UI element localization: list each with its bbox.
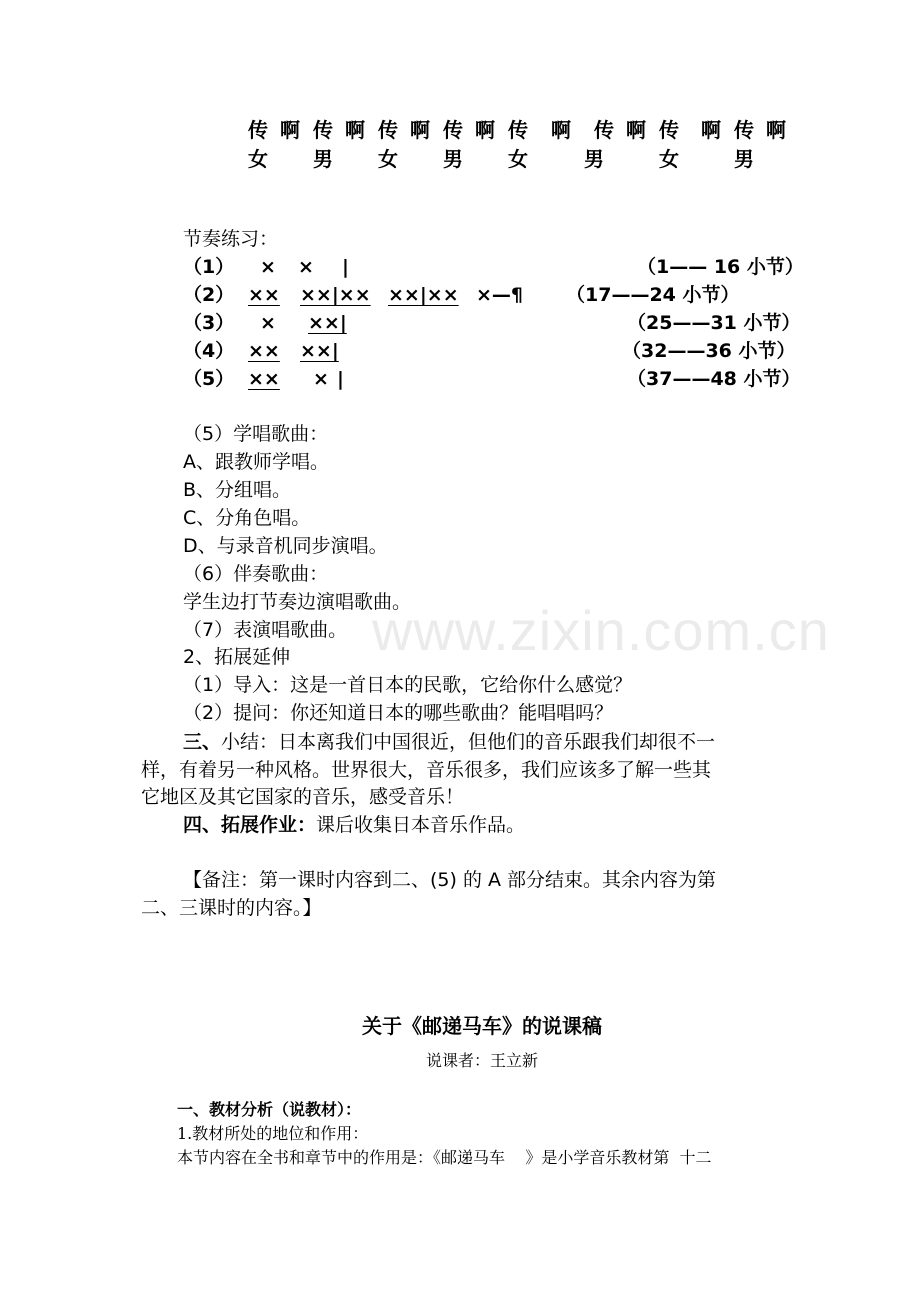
pass-char: 啊 (475, 118, 495, 142)
summary-line-2: 样，有着另一种风格。世界很大，音乐很多，我们应该多了解一些其 (141, 759, 712, 781)
rhythm-num: （3） (183, 312, 235, 334)
homework-line (183, 811, 525, 839)
rhythm-line-4 (0, 337, 920, 365)
learn-heading: （5）学唱歌曲： (183, 423, 329, 445)
lecture-section-1: 一、教材分析（说教材）： (177, 1100, 362, 1119)
rhythm-note: × (313, 368, 329, 390)
rhythm-line-1 (0, 253, 920, 281)
rhythm-line-5 (0, 365, 920, 393)
pass-char: 啊 (701, 118, 721, 142)
pass-role: 男 (584, 147, 604, 171)
rhythm-note: × (260, 256, 276, 278)
pass-role: 男 (313, 147, 333, 171)
summary-line-1 (183, 728, 715, 756)
rhythm-barline: | (337, 368, 344, 390)
extend-question-2: （2）提问：你还知道日本的哪些歌曲？能唱唱吗？ (183, 702, 614, 724)
rhythm-line-3 (0, 309, 920, 337)
pass-char: 传 (734, 118, 754, 142)
rhythm-bars: （37——48 小节） (627, 368, 801, 390)
rhythm-bars: （32——36 小节） (622, 340, 796, 362)
rhythm-note: × (298, 256, 314, 278)
pass-char: 啊 (766, 118, 786, 142)
rhythm-bars: （25——31 小节） (627, 312, 801, 334)
pass-role: 女 (248, 147, 268, 171)
rhythm-bars: （1—— 16 小节） (637, 256, 804, 278)
lecture-sub-1: 1.教材所处的地位和作用： (177, 1124, 369, 1143)
rhythm-num: （4） (183, 340, 235, 362)
summary-line-3: 它地区及其它国家的音乐，感受音乐！ (141, 786, 465, 808)
rhythm-line-2 (0, 281, 920, 309)
learn-item: B、分组唱。 (183, 479, 292, 501)
pass-role: 男 (443, 147, 463, 171)
rhythm-num: （2） (183, 284, 235, 306)
passing-roles-row (0, 143, 920, 171)
rhythm-note: ×× (248, 340, 280, 362)
perform-step: （7）表演唱歌曲。 (183, 619, 348, 641)
note-line-2: 二、三课时的内容。】 (141, 897, 322, 919)
homework-text: 课后收集日本音乐作品。 (316, 814, 526, 836)
homework-label: 四、拓展作业： (183, 814, 317, 836)
rhythm-num: （5） (183, 368, 235, 390)
rhythm-note: ×× (248, 284, 280, 306)
pass-char: 传 (248, 118, 268, 142)
rhythm-bars: （17——24 小节） (566, 284, 740, 306)
pass-char: 啊 (551, 118, 571, 142)
lecture-title: 关于《邮递马车》的说课稿 (362, 1014, 602, 1038)
watermark: www.zixin.com.cn (372, 599, 830, 662)
pass-char: 啊 (410, 118, 430, 142)
learn-item: D、与录音机同步演唱。 (183, 535, 388, 557)
pass-char: 传 (313, 118, 333, 142)
rhythm-note: ×× (248, 368, 280, 390)
extend-question-1: （1）导入：这是一首日本的民歌，它给你什么感觉？ (183, 674, 633, 696)
rhythm-note: ××|×× (388, 284, 459, 306)
rhythm-barline: | (342, 256, 349, 278)
rhythm-note: ××|×× (300, 284, 371, 306)
pass-char: 传 (659, 118, 679, 142)
lecture-speaker: 说课者：王立新 (425, 1051, 538, 1070)
pass-role: 女 (659, 147, 679, 171)
rhythm-heading: 节奏练习： (183, 228, 279, 250)
rhythm-note: × (260, 312, 276, 334)
pass-role: 女 (378, 147, 398, 171)
accomp-heading: （6）伴奏歌曲： (183, 563, 329, 585)
rhythm-note: ××| (300, 340, 339, 362)
lecture-body-1: 本节内容在全书和章节中的作用是：《邮递马车 》是小学音乐教材第 十二 (177, 1148, 712, 1167)
pass-char: 传 (508, 118, 528, 142)
rhythm-note: ×—¶ (476, 284, 524, 306)
learn-item: C、分角色唱。 (183, 507, 311, 529)
pass-role: 男 (734, 147, 754, 171)
rhythm-note: ××| (308, 312, 347, 334)
pass-char: 传 (378, 118, 398, 142)
rhythm-num: （1） (183, 256, 235, 278)
pass-role: 女 (508, 147, 528, 171)
summary-text: 小结：日本离我们中国很近，但他们的音乐跟我们却很不一 (221, 731, 716, 753)
pass-char: 啊 (280, 118, 300, 142)
passing-chars-row (0, 114, 920, 142)
pass-char: 传 (594, 118, 614, 142)
pass-char: 啊 (626, 118, 646, 142)
accomp-text: 学生边打节奏边演唱歌曲。 (183, 591, 412, 613)
extend-heading: 2、拓展延伸 (183, 646, 291, 668)
pass-char: 传 (443, 118, 463, 142)
note-line-1: 【备注：第一课时内容到二、(5) 的 A 部分结束。其余内容为第 (183, 869, 717, 891)
summary-label: 三、 (183, 731, 222, 753)
learn-item: A、跟教师学唱。 (183, 451, 329, 473)
pass-char: 啊 (345, 118, 365, 142)
